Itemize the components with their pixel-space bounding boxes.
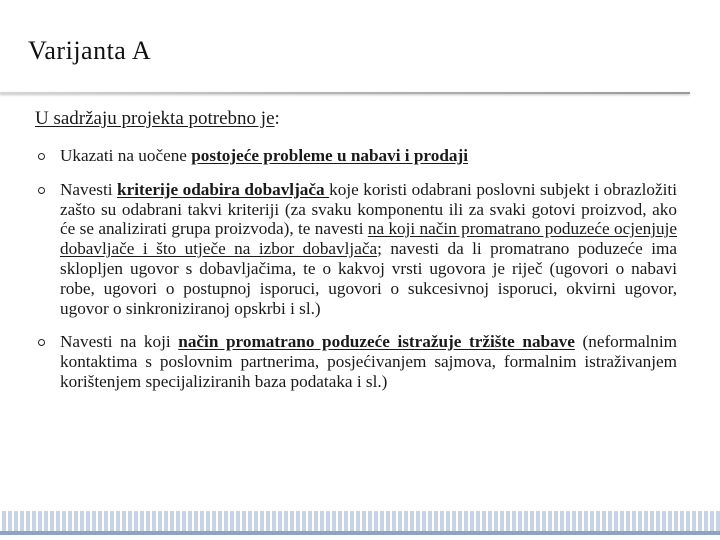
bullet-emphasis: postojeće probleme u nabavi i prodaji bbox=[191, 146, 468, 165]
bullet-item-1 bbox=[36, 146, 677, 166]
bullet-dot-icon bbox=[38, 339, 45, 346]
bullet-list bbox=[36, 146, 677, 406]
title-divider bbox=[0, 92, 690, 94]
intro-colon: : bbox=[274, 108, 280, 129]
intro-underlined: U sadržaju projekta potrebno je bbox=[35, 108, 275, 129]
bullet-item-2 bbox=[36, 180, 677, 319]
footer-decoration-edge bbox=[0, 531, 720, 535]
bullet-item-3 bbox=[36, 332, 677, 391]
bullet-text-segment: Ukazati na uočene bbox=[60, 146, 192, 165]
footer-decoration-bar bbox=[0, 511, 720, 531]
bullet-text-segment: koje koristi odabrani poslovni subjekt i obrazložiti zašto su odabrani takvi kriteriji (za svaku komponentu ili za svaki gotovi proizvod, ako će se analizirati grupa proizvoda), te navesti bbox=[60, 179, 677, 239]
slide-title: Varijanta A bbox=[28, 36, 152, 65]
bullet-dot-icon bbox=[38, 153, 45, 160]
bullet-text-segment: Navesti na koji bbox=[60, 332, 179, 352]
bullet-emphasis: kriterije odabira dobavljača bbox=[117, 179, 330, 199]
bullet-underlined: na koji način promatrano poduzeće ocjenjuje dobavljače i što utječe na izbor dobavljača bbox=[60, 219, 678, 259]
bullet-text-segment: ; navesti da li promatrano poduzeće ima sklopljen ugovor s dobavljačima, te o kakvoj vrsti ugovora je riječ (ugovori o nabavi robe, ugovori o postupnoj isporuci, ugovori o sukcesivnoj isporuci, okvirni ugovor, ugovor o sinkroniziranoj opskrbi i sl.) bbox=[60, 239, 677, 318]
bullet-dot-icon bbox=[38, 187, 45, 194]
bullet-text-segment: Navesti bbox=[60, 179, 118, 199]
bullet-text-segment: (neformalnim kontaktima s poslovnim partnerima, posjećivanjem sajmova, formalnim istraživanjem korištenjem specijaliziranih baza podataka i sl.) bbox=[60, 332, 678, 391]
bullet-emphasis: način promatrano poduzeće istražuje tržište nabave bbox=[178, 332, 575, 352]
intro-text bbox=[35, 108, 280, 130]
